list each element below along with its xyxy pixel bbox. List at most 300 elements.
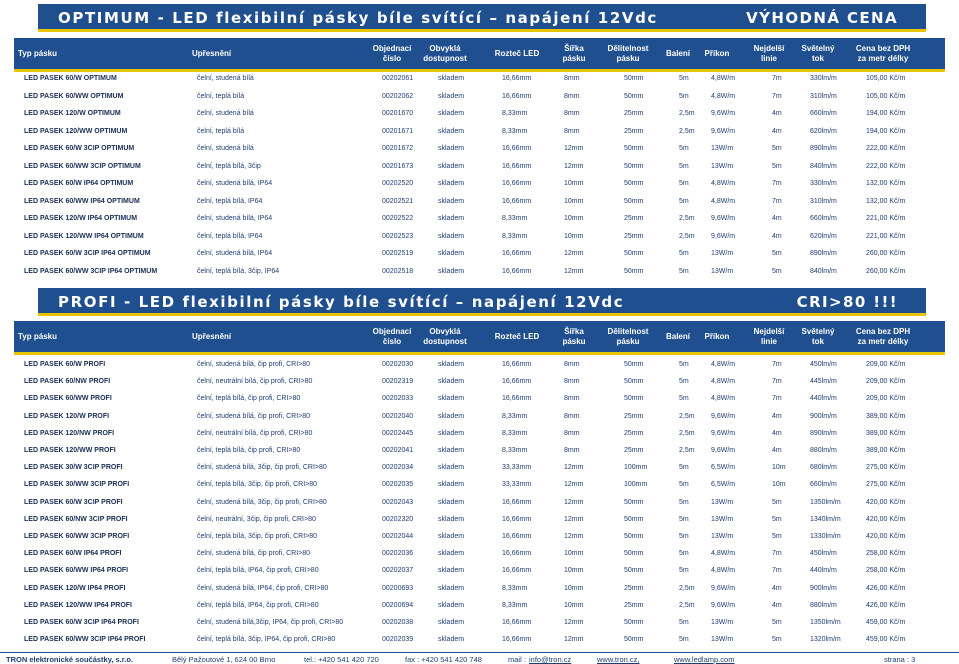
table-cell: 6,5W/m xyxy=(711,481,736,489)
table-cell: 00202041 xyxy=(382,447,414,454)
table-cell: 33,33mm xyxy=(502,481,532,489)
table-cell: 00202037 xyxy=(382,567,414,575)
web-link-ledlamp[interactable]: www.ledlamp.com xyxy=(674,655,735,664)
table-cell: 12mm xyxy=(564,481,584,489)
column-header: Dělitelnost pásku xyxy=(607,326,649,346)
table-cell: skladem xyxy=(438,619,465,626)
table-cell: 00201673 xyxy=(382,162,414,170)
table-cell: 10mm xyxy=(564,584,584,592)
table-cell: 10mm xyxy=(564,550,584,558)
table-cell: LED PASEK 30/W 3CIP PROFI xyxy=(24,464,123,472)
table-cell: 00202319 xyxy=(382,378,414,386)
table-cell: čelní, studená bílá, IP64 xyxy=(197,250,273,257)
table-cell: 12mm xyxy=(564,464,584,472)
table-cell: čelní, teplá bílá, 3čip, IP64, čip profi, CRI>80 xyxy=(197,636,336,644)
column-header: Světelný tok xyxy=(801,326,835,346)
table-cell: 459,00 Kč/m xyxy=(866,636,906,644)
table-cell: 50mm xyxy=(624,636,644,644)
table-cell: 389,00 Kč/m xyxy=(866,429,906,437)
table-cell: čelní, teplá bílá, 3čip, čip profi, CRI>80 xyxy=(197,533,318,540)
table-cell: skladem xyxy=(438,232,465,240)
column-header: Objednací číslo xyxy=(372,326,412,346)
table-cell: 50mm xyxy=(624,395,644,403)
table-row xyxy=(14,478,945,493)
table-cell: 310lm/m xyxy=(810,92,837,100)
table-cell: 2,5m xyxy=(679,584,695,592)
table-cell: 10mm xyxy=(564,232,584,240)
table-row xyxy=(14,513,945,528)
table-cell: 00202523 xyxy=(382,232,414,240)
table-cell: 5m xyxy=(679,180,689,187)
table-cell: 5m xyxy=(679,498,689,506)
table-cell: 5m xyxy=(679,515,689,523)
table-cell: 880lm/m xyxy=(810,601,837,609)
table-cell: čelní, studená bílá, 3čip, čip profi, CRI>80 xyxy=(197,464,327,472)
table-row xyxy=(14,247,945,262)
table-cell: 12mm xyxy=(564,145,584,152)
table-cell: 8,33mm xyxy=(502,127,528,135)
table-cell: LED PASEK 120/WW IP64 PROFI xyxy=(24,601,133,609)
table-cell: 16,66mm xyxy=(502,180,532,187)
table-cell: 4m xyxy=(772,412,782,420)
table-cell: 209,00 Kč/m xyxy=(866,378,906,386)
table-cell: 4m xyxy=(772,127,782,135)
table-cell: 5m xyxy=(679,250,689,257)
table-cell: 5m xyxy=(679,145,689,152)
table-cell: 420,00 Kč/m xyxy=(866,533,906,540)
table-cell: 10mm xyxy=(564,567,584,575)
fax: fax : +420 541 420 748 xyxy=(405,655,482,664)
table-cell: LED PASEK 60/WW 3CIP IP64 PROFI xyxy=(24,636,146,644)
table-cell: 389,00 Kč/m xyxy=(866,412,906,420)
table-cell: 221,00 Kč/m xyxy=(866,215,906,222)
section-banner-profi xyxy=(38,288,926,316)
web-link-tron[interactable]: www.tron.cz, xyxy=(597,655,640,664)
table-cell: čelní, teplá bílá, IP64 xyxy=(197,197,263,205)
table-cell: 5m xyxy=(772,636,782,644)
table-cell: 16,66mm xyxy=(502,75,532,82)
table-cell: 258,00 Kč/m xyxy=(866,550,906,558)
table-cell: 25mm xyxy=(624,429,644,437)
table-cell: 8mm xyxy=(564,127,580,135)
table-cell: 50mm xyxy=(624,145,644,152)
table-cell: 8mm xyxy=(564,447,580,454)
table-cell: 8mm xyxy=(564,92,580,100)
table-cell: 105,00 Kč/m xyxy=(866,75,906,82)
table-cell: LED PASEK 60/W IP64 OPTIMUM xyxy=(24,180,134,187)
table-cell: 459,00 Kč/m xyxy=(866,619,906,626)
table-cell: 100mm xyxy=(624,464,648,472)
table-cell: 258,00 Kč/m xyxy=(866,567,906,575)
table-cell: 00202519 xyxy=(382,250,414,257)
column-header: Šířka pásku xyxy=(562,326,586,346)
table-cell: 13W/m xyxy=(711,267,734,275)
column-header: Typ pásku xyxy=(18,331,57,341)
table-cell: skladem xyxy=(438,162,465,170)
table-cell: 16,66mm xyxy=(502,395,532,403)
table-cell: 4,8W/m xyxy=(711,567,736,575)
table-cell: LED PASEK 60/W IP64 PROFI xyxy=(24,550,122,558)
table-cell: 16,66mm xyxy=(502,92,532,100)
table-cell: 8,33mm xyxy=(502,110,528,117)
table-cell: 660lm/m xyxy=(810,110,837,117)
table-cell: 7m xyxy=(772,197,782,205)
table-row xyxy=(14,461,945,476)
table-cell: 4,8W/m xyxy=(711,180,736,187)
table-cell: LED PASEK 60/W 3CIP PROFI xyxy=(24,498,123,506)
table-cell: 8mm xyxy=(564,75,580,82)
table-cell: LED PASEK 60/W 3CIP IP64 PROFI xyxy=(24,619,139,626)
table-cell: 16,66mm xyxy=(502,619,532,626)
table-cell: 890lm/m xyxy=(810,145,837,152)
table-cell: 5m xyxy=(679,378,689,386)
table-cell: 00202035 xyxy=(382,481,414,489)
table-cell: 7m xyxy=(772,180,782,187)
table-cell: 00202445 xyxy=(382,429,414,437)
table-cell: LED PASEK 120/W PROFI xyxy=(24,412,110,420)
column-header: Balení xyxy=(665,331,690,341)
table-cell: 12mm xyxy=(564,619,584,626)
section-tag: VÝHODNÁ CENA xyxy=(746,9,898,27)
table-cell: 8mm xyxy=(564,110,580,117)
table-cell: 620lm/m xyxy=(810,232,837,240)
table-cell: 50mm xyxy=(624,267,644,275)
table-cell: 445lm/m xyxy=(810,378,837,386)
table-cell: LED PASEK 60/WW PROFI xyxy=(24,395,112,403)
table-cell: čelní, studená bílá xyxy=(197,145,254,152)
company-name: TRON elektronické součástky, s.r.o. xyxy=(6,655,133,664)
table-cell: 4,8W/m xyxy=(711,378,736,386)
table-cell: 8,33mm xyxy=(502,215,528,222)
table-cell: 8,33mm xyxy=(502,232,528,240)
table-cell: 7m xyxy=(772,361,782,368)
table-cell: 7m xyxy=(772,550,782,558)
table-row xyxy=(14,177,945,192)
table-cell: čelní, teplá bílá, 3čip, čip profi, CRI>80 xyxy=(197,481,318,489)
table-cell: 12mm xyxy=(564,250,584,257)
table-cell: skladem xyxy=(438,127,465,135)
page-footer xyxy=(0,652,959,664)
table-row xyxy=(14,230,945,245)
table-cell: 16,66mm xyxy=(502,533,532,540)
table-cell: 12mm xyxy=(564,267,584,275)
table-cell: čelní, studená bílá, IP64 xyxy=(197,215,273,222)
table-cell: LED PASEK 120/WW OPTIMUM xyxy=(24,127,128,135)
table-cell: 4,8W/m xyxy=(711,197,736,205)
table-cell: 00202518 xyxy=(382,267,414,275)
table-row xyxy=(14,547,945,562)
table-row xyxy=(14,392,945,407)
table-cell: 9,6W/m xyxy=(711,127,736,135)
table-header xyxy=(14,321,945,355)
table-cell: 4m xyxy=(772,584,782,592)
table-cell: 00201672 xyxy=(382,145,414,152)
table-cell: 00202520 xyxy=(382,180,414,187)
table-cell: LED PASEK 120/WW PROFI xyxy=(24,447,116,454)
table-cell: 5m xyxy=(679,636,689,644)
table-cell: 16,66mm xyxy=(502,515,532,523)
phone: tel.: +420 541 420 720 xyxy=(304,655,379,664)
table-cell: 00202030 xyxy=(382,361,414,368)
table-cell: 8mm xyxy=(564,378,580,386)
table-cell: 00202034 xyxy=(382,464,414,472)
table-cell: LED PASEK 60/W PROFI xyxy=(24,361,106,368)
table-cell: 25mm xyxy=(624,601,644,609)
table-row xyxy=(14,195,945,210)
table-cell: 4m xyxy=(772,215,782,222)
table-row xyxy=(14,582,945,597)
table-cell: 440lm/m xyxy=(810,395,837,403)
table-cell: 5m xyxy=(679,361,689,368)
table-cell: 00202320 xyxy=(382,515,414,523)
table-cell: 16,66mm xyxy=(502,378,532,386)
table-row xyxy=(14,616,945,631)
table-cell: 8mm xyxy=(564,412,580,420)
table-cell: 7m xyxy=(772,567,782,575)
table-cell: 10mm xyxy=(564,197,584,205)
table-cell: 260,00 Kč/m xyxy=(866,267,906,275)
table-cell: čelní, teplá bílá, čip profi, CRI>80 xyxy=(197,447,301,454)
table-cell: 00202061 xyxy=(382,75,414,82)
column-header: Typ pásku xyxy=(18,48,57,58)
table-cell: 8,33mm xyxy=(502,584,528,592)
table-cell: skladem xyxy=(438,601,465,609)
table-cell: 50mm xyxy=(624,515,644,523)
column-header: Dělitelnost pásku xyxy=(607,43,649,63)
table-cell: 00201670 xyxy=(382,110,414,117)
table-cell: 16,66mm xyxy=(502,250,532,257)
table-cell: čelní, studená bílá, čip profi, CRI>80 xyxy=(197,412,311,420)
section-banner-optimum xyxy=(38,4,926,32)
table-cell: 00202044 xyxy=(382,533,414,540)
table-cell: 260,00 Kč/m xyxy=(866,250,906,257)
table-cell: 10m xyxy=(772,481,786,489)
table-cell: 50mm xyxy=(624,75,644,82)
table-cell: čelní, teplá bílá, 3čip xyxy=(197,162,261,170)
table-cell: 00202040 xyxy=(382,412,414,420)
table-cell: 16,66mm xyxy=(502,636,532,644)
table-cell: 50mm xyxy=(624,378,644,386)
table-cell: skladem xyxy=(438,250,465,257)
table-cell: čelní, studená bílá, čip profi, CRI>80 xyxy=(197,361,311,368)
table-cell: 50mm xyxy=(624,533,644,540)
column-header: Objednací číslo xyxy=(372,43,412,63)
table-cell: 4,8W/m xyxy=(711,75,736,82)
table-cell: 00202062 xyxy=(382,92,414,100)
table-cell: 50mm xyxy=(624,197,644,205)
table-cell: 100mm xyxy=(624,481,648,489)
table-cell: čelní, teplá bílá, IP64, čip profi, CRI>80 xyxy=(197,601,319,609)
table-cell: 6,5W/m xyxy=(711,464,736,472)
table-cell: 9,6W/m xyxy=(711,584,736,592)
table-cell: 8mm xyxy=(564,429,580,437)
table-cell: čelní, neutrální, 3čip, čip profi, CRI>80 xyxy=(197,515,316,523)
table-cell: 450lm/m xyxy=(810,550,837,558)
table-cell: 13W/m xyxy=(711,145,734,152)
mail-link[interactable]: info@tron.cz xyxy=(529,655,572,664)
table-cell: skladem xyxy=(438,550,465,558)
table-cell: skladem xyxy=(438,412,465,420)
table-cell: 12mm xyxy=(564,515,584,523)
table-cell: čelní, studená bílá, IP64 xyxy=(197,180,273,187)
table-cell: 5m xyxy=(679,481,689,489)
table-cell: 12mm xyxy=(564,162,584,170)
table-cell: skladem xyxy=(438,498,465,506)
table-cell: 5m xyxy=(679,92,689,100)
column-header: Nejdelší linie xyxy=(753,326,785,346)
table-cell: 840lm/m xyxy=(810,162,837,170)
table-cell: 50mm xyxy=(624,550,644,558)
table-cell: 13W/m xyxy=(711,498,734,506)
table-cell: skladem xyxy=(438,197,465,205)
table-cell: LED PASEK 60/NW PROFI xyxy=(24,378,111,386)
table-cell: LED PASEK 120/NW PROFI xyxy=(24,429,115,437)
table-cell: čelní, teplá bílá, IP64, čip profi, CRI>80 xyxy=(197,567,319,575)
table-row xyxy=(14,564,945,579)
column-header: Cena bez DPH za metr délky xyxy=(855,326,911,346)
table-cell: 194,00 Kč/m xyxy=(866,110,906,117)
table-cell: 8mm xyxy=(564,361,580,368)
table-row xyxy=(14,530,945,545)
page-number: strana : 3 xyxy=(884,655,916,664)
table-cell: 25mm xyxy=(624,127,644,135)
table-row xyxy=(14,410,945,425)
table-cell: skladem xyxy=(438,429,465,437)
table-cell: 5m xyxy=(772,250,782,257)
table-cell: LED PASEK 60/W 3CIP OPTIMUM xyxy=(24,145,135,152)
table-cell: 5m xyxy=(772,162,782,170)
table-cell: 4,8W/m xyxy=(711,361,736,368)
table-cell: 660lm/m xyxy=(810,215,837,222)
table-cell: 9,6W/m xyxy=(711,110,736,117)
table-cell: 8,33mm xyxy=(502,412,528,420)
table-row xyxy=(14,427,945,442)
table-row xyxy=(14,142,945,157)
table-cell: 389,00 Kč/m xyxy=(866,447,906,454)
table-cell: 5m xyxy=(772,145,782,152)
table-cell: 310lm/m xyxy=(810,197,837,205)
table-cell: čelní, teplá bílá, čip profi, CRI>80 xyxy=(197,395,301,403)
table-cell: čelní, studená bílá,3čip, IP64, čip profi, CRI>80 xyxy=(197,619,344,626)
table-cell: 10mm xyxy=(564,215,584,222)
table-cell: 33,33mm xyxy=(502,464,532,472)
table-cell: 440lm/m xyxy=(810,567,837,575)
table-cell: 5m xyxy=(772,515,782,523)
column-header: Obvyklá dostupnost xyxy=(423,326,467,346)
table-cell: 5m xyxy=(772,498,782,506)
table-cell: 1330lm/m xyxy=(810,533,841,540)
table-cell: LED PASEK 60/W OPTIMUM xyxy=(24,75,117,82)
table-cell: 8,33mm xyxy=(502,601,528,609)
table-cell: 132,00 Kč/m xyxy=(866,197,906,205)
table-cell: 680lm/m xyxy=(810,464,837,472)
table-cell: 7m xyxy=(772,395,782,403)
table-cell: 16,66mm xyxy=(502,145,532,152)
table-cell: 00202039 xyxy=(382,636,414,644)
table-cell: skladem xyxy=(438,75,465,82)
column-header: Obvyklá dostupnost xyxy=(423,43,467,63)
table-cell: 25mm xyxy=(624,584,644,592)
table-cell: skladem xyxy=(438,533,465,540)
table-cell: 00202033 xyxy=(382,395,414,403)
table-cell: čelní, teplá bílá, 3čip, IP64 xyxy=(197,267,280,275)
table-cell: LED PASEK 60/WW 3CIP PROFI xyxy=(24,533,130,540)
table-cell: 00201671 xyxy=(382,127,414,135)
table-cell: 50mm xyxy=(624,162,644,170)
table-cell: skladem xyxy=(438,180,465,187)
table-cell: 660lm/m xyxy=(810,481,837,489)
table-cell: 2,5m xyxy=(679,429,695,437)
table-cell: skladem xyxy=(438,92,465,100)
table-cell: skladem xyxy=(438,447,465,454)
table-cell: 5m xyxy=(772,533,782,540)
table-cell: skladem xyxy=(438,481,465,489)
table-cell: 194,00 Kč/m xyxy=(866,127,906,135)
table-cell: 9,6W/m xyxy=(711,232,736,240)
table-cell: 2,5m xyxy=(679,447,695,454)
table-cell: čelní, neutrální bílá, čip profi, CRI>80 xyxy=(197,378,313,386)
table-cell: LED PASEK 120/W OPTIMUM xyxy=(24,110,121,117)
table-cell: 9,6W/m xyxy=(711,412,736,420)
table-cell: 13W/m xyxy=(711,619,734,626)
table-cell: 5m xyxy=(679,162,689,170)
table-cell: skladem xyxy=(438,584,465,592)
table-cell: 426,00 Kč/m xyxy=(866,584,906,592)
table-cell: 880lm/m xyxy=(810,447,837,454)
table-row xyxy=(14,496,945,511)
table-cell: 10mm xyxy=(564,601,584,609)
table-cell: 13W/m xyxy=(711,515,734,523)
table-cell: čelní, teplá bílá xyxy=(197,92,245,100)
address: Bělý Pažoutové 1, 624 00 Brno xyxy=(172,655,276,664)
table-cell: 1320lm/m xyxy=(810,636,841,644)
table-cell: 16,66mm xyxy=(502,567,532,575)
table-cell: 2,5m xyxy=(679,232,695,240)
column-header: Upřesnění xyxy=(192,331,232,341)
table-cell: 7m xyxy=(772,378,782,386)
table-cell: 5m xyxy=(772,619,782,626)
table-cell: 50mm xyxy=(624,92,644,100)
table-cell: 16,66mm xyxy=(502,550,532,558)
table-cell: 50mm xyxy=(624,180,644,187)
table-cell: 5m xyxy=(679,567,689,575)
table-row xyxy=(14,599,945,614)
table-cell: LED PASEK 60/W 3CIP IP64 OPTIMUM xyxy=(24,250,151,257)
table-cell: skladem xyxy=(438,361,465,368)
table-cell: 4,8W/m xyxy=(711,395,736,403)
table-cell: 8,33mm xyxy=(502,429,528,437)
table-cell: 50mm xyxy=(624,498,644,506)
column-header: Cena bez DPH za metr délky xyxy=(855,43,911,63)
table-cell: 12mm xyxy=(564,498,584,506)
table-row xyxy=(14,633,945,648)
table-cell: 00202521 xyxy=(382,197,414,205)
table-header xyxy=(14,38,945,72)
table-cell: 330lm/m xyxy=(810,180,837,187)
table-cell: 16,66mm xyxy=(502,197,532,205)
table-cell: skladem xyxy=(438,515,465,523)
column-header: Balení xyxy=(665,48,690,58)
table-cell: 16,66mm xyxy=(502,267,532,275)
table-cell: 2,5m xyxy=(679,601,695,609)
table-cell: 4m xyxy=(772,232,782,240)
table-cell: LED PASEK 60/WW IP64 OPTIMUM xyxy=(24,197,140,205)
table-cell: 1350lm/m xyxy=(810,619,841,626)
table-cell: 16,66mm xyxy=(502,361,532,368)
section-tag: CRI>80 !!! xyxy=(796,293,898,311)
table-cell: čelní, teplá bílá, IP64 xyxy=(197,232,263,240)
table-cell: čelní, studená bílá, 3čip, čip profi, CRI>80 xyxy=(197,498,327,506)
